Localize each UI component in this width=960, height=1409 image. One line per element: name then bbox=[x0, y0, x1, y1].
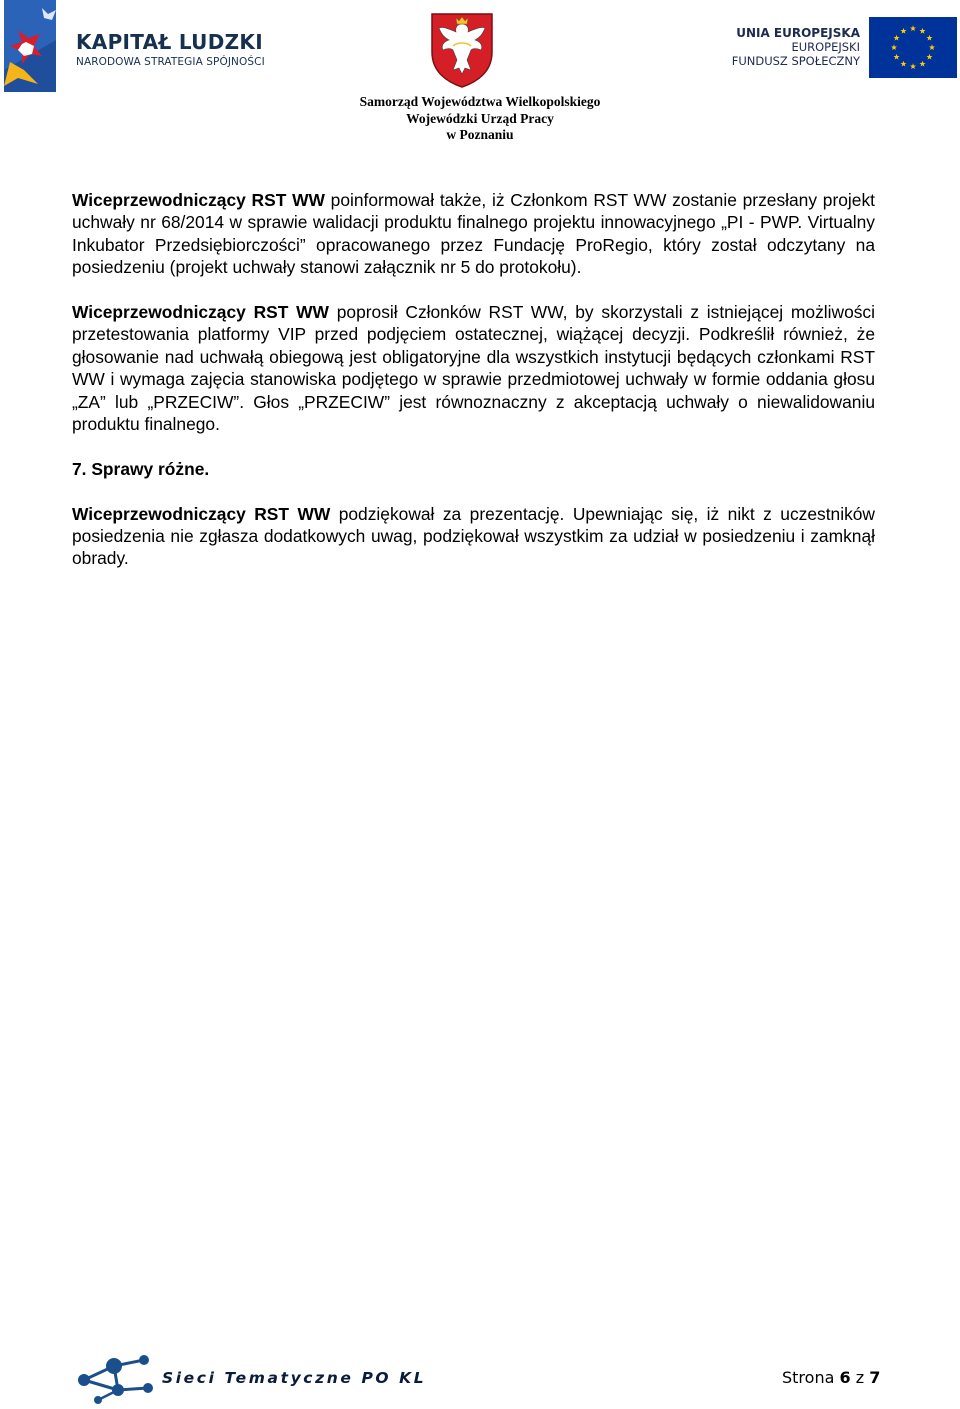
kapital-ludzki-subtitle: NARODOWA STRATEGIA SPÓJNOŚCI bbox=[76, 56, 265, 68]
kapital-ludzki-star-icon bbox=[4, 0, 66, 92]
document-body bbox=[72, 189, 875, 592]
issuer-line: Wojewódzki Urząd Pracy bbox=[406, 110, 554, 126]
page-current: 6 bbox=[839, 1368, 851, 1387]
paragraph-text: podziękował za prezentację. Upewniając się, iż nikt z uczestników posiedzenia nie zgłasza dodatkowych uwag, podziękował wszystkim za udział w posiedzeniu i zamknął obrady. bbox=[72, 503, 875, 569]
eu-fund-label bbox=[700, 26, 860, 68]
issuer-line: Samorząd Województwa Wielkopolskiego bbox=[359, 94, 601, 109]
kapital-ludzki-logo bbox=[4, 0, 274, 92]
page-prefix: Strona bbox=[782, 1368, 835, 1387]
footer-brand: Sieci Tematyczne PO KL bbox=[162, 1369, 427, 1387]
speaker-name: Wiceprzewodniczący RST WW bbox=[72, 302, 329, 323]
page-separator: z bbox=[855, 1368, 865, 1387]
eu-fund-line: EUROPEJSKI bbox=[791, 40, 860, 54]
section-heading: 7. Sprawy różne. bbox=[72, 458, 210, 479]
paragraph bbox=[72, 189, 875, 279]
speaker-name: Wiceprzewodniczący RST WW bbox=[72, 503, 331, 524]
eu-union-label: UNIA EUROPEJSKA bbox=[736, 26, 860, 40]
paragraph bbox=[72, 301, 875, 435]
eu-flag-icon bbox=[869, 17, 957, 78]
speaker-name: Wiceprzewodniczący RST WW bbox=[72, 190, 325, 210]
wielkopolska-eagle-crest-icon bbox=[429, 12, 495, 88]
kapital-ludzki-title: KAPITAŁ LUDZKI bbox=[76, 30, 263, 54]
page-number bbox=[782, 1368, 881, 1387]
issuer-line: w Poznaniu bbox=[446, 127, 514, 142]
page-total: 7 bbox=[869, 1368, 881, 1387]
eu-fund-line: FUNDUSZ SPOŁECZNY bbox=[731, 54, 860, 68]
paragraph-text: poprosił Członków RST WW, by skorzystali z istniejącej możliwości przetestowania platformy VIP przed podjęciem ostatecznej, wiążącej decyzji. Podkreślił również, że głosowanie nad uchwałą obiegową jest obligatoryjne dla wszystkich instytucji będących członkami RST WW i wymaga zajęcia stanowiska podjętego w sprawie przedmiotowej uchwały w formie oddania głosu „ZA” lub „PRZECIW”. Głos „PRZECIW” jest równoznaczny z akceptacją uchwały o niewalidowaniu produktu finalnego. bbox=[72, 302, 875, 435]
paragraph bbox=[72, 503, 875, 570]
paragraph-text: poinformował także, iż Członkom RST WW zostanie przesłany projekt uchwały nr 68/2014 w sprawie walidacji produktu finalnego projektu innowacyjnego „PI - PWP. Virtualny Inkubator Przedsiębiorczości” opracowanego przez Fundację ProRegio, który został odczytany na posiedzeniu (projekt uchwały stanowi załącznik nr 5 do protokołu). bbox=[72, 190, 875, 278]
network-nodes-logo-icon bbox=[74, 1350, 170, 1408]
issuer-block bbox=[280, 94, 680, 144]
